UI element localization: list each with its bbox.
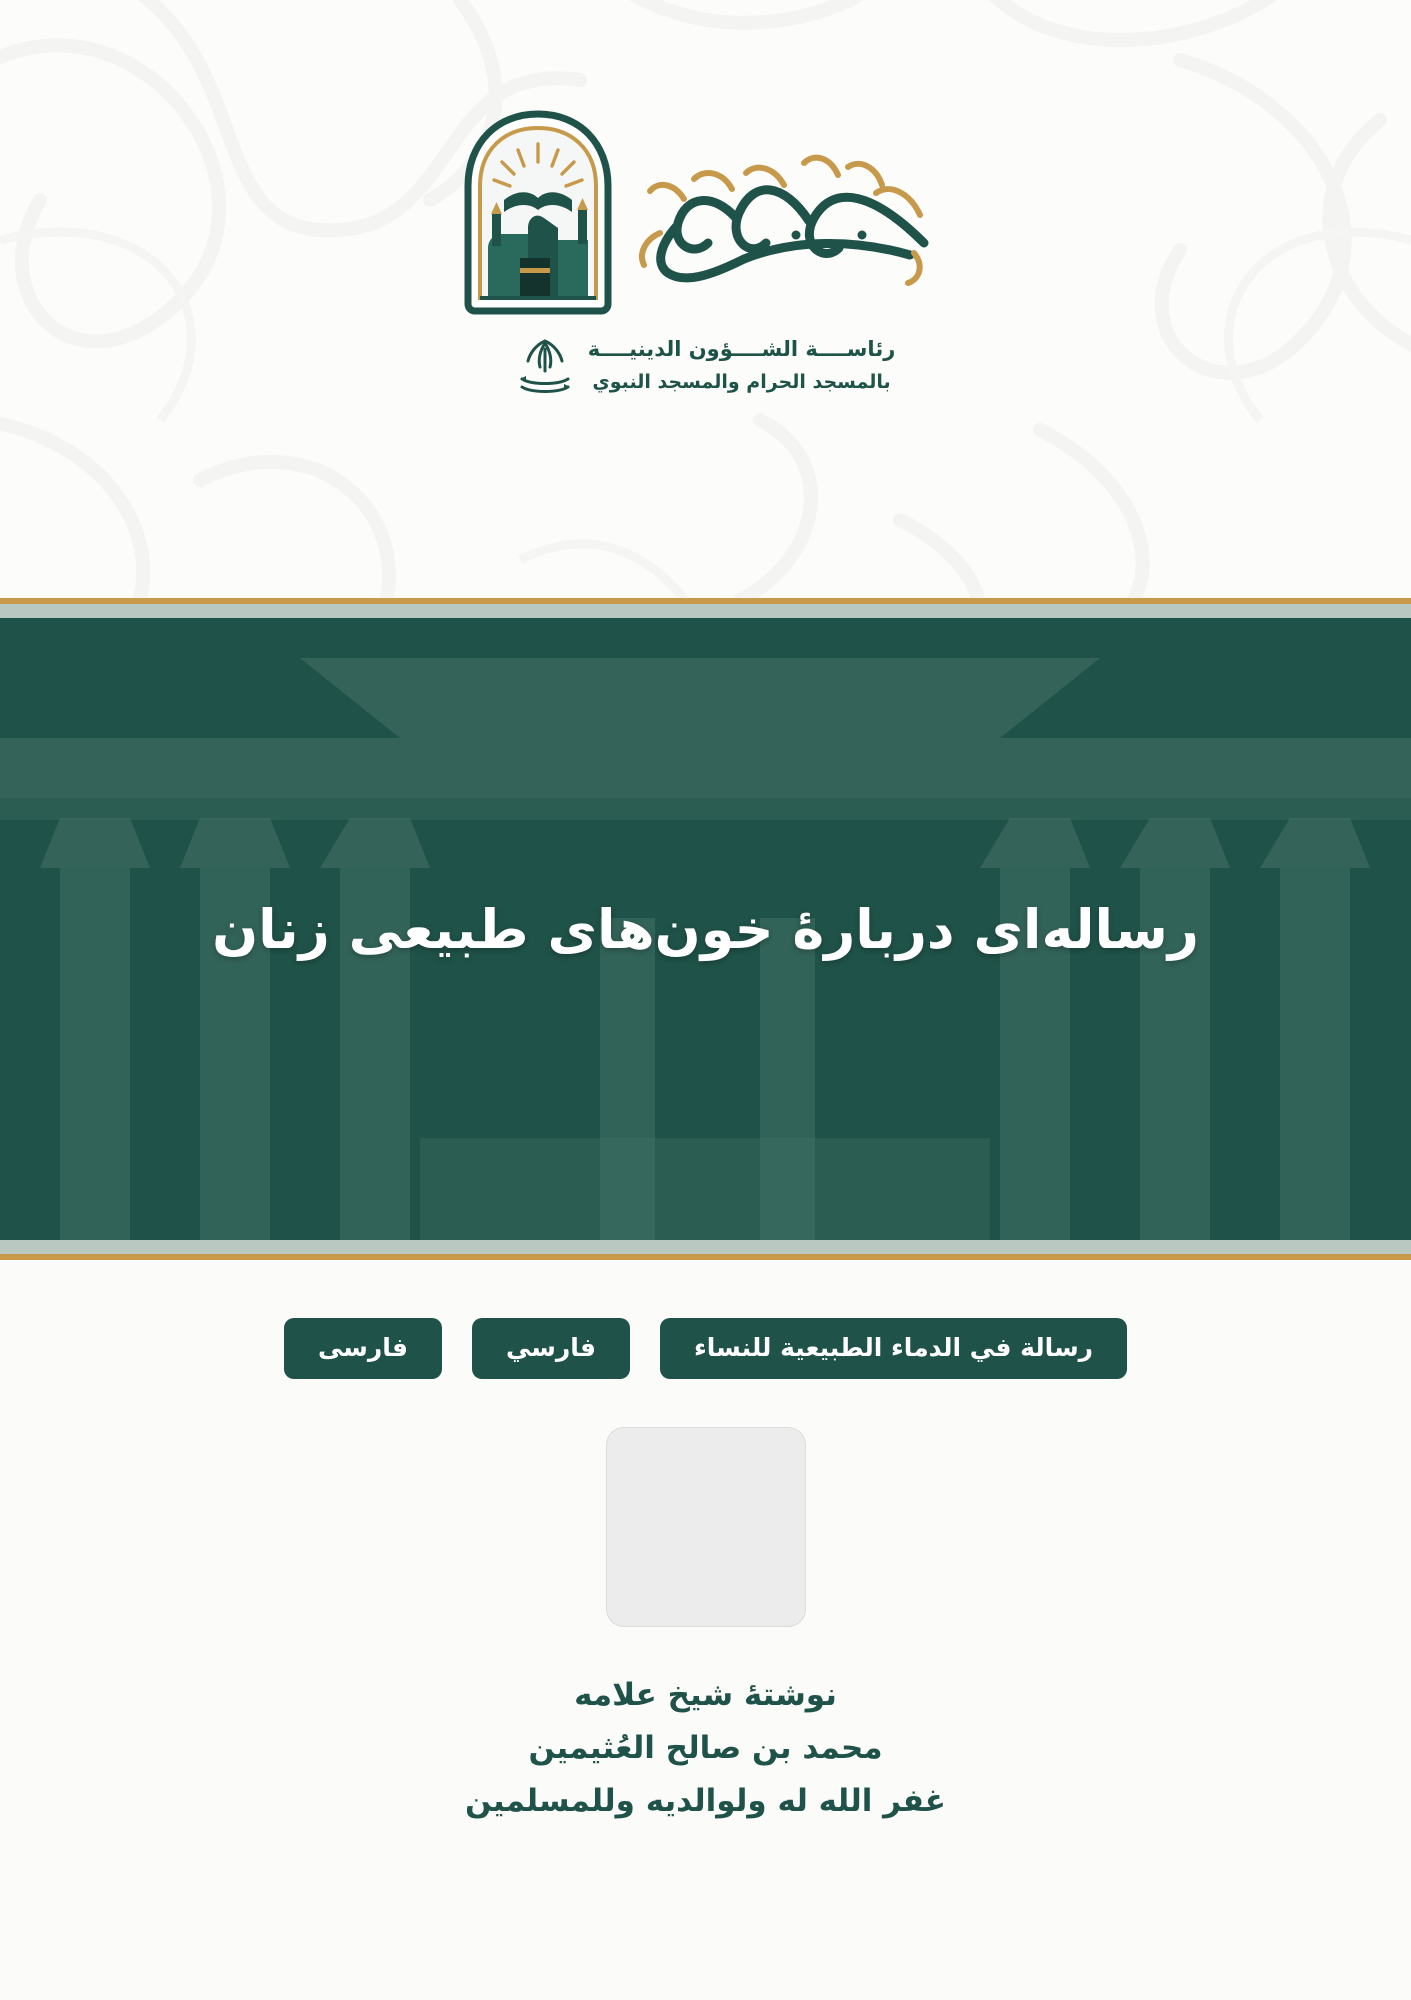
banner-top-pale-band <box>0 604 1411 618</box>
chip-arabic-title[interactable]: رسالة في الدماء الطبيعية للنساء <box>660 1318 1127 1379</box>
title-banner <box>0 618 1411 1240</box>
chip-language-farsi-ar[interactable]: فارسي <box>472 1318 630 1379</box>
two-holy-mosques-emblem-icon <box>458 108 618 318</box>
tag-chip-row <box>0 1318 1411 1379</box>
caption-line-2: بالمسجد الحرام والمسجد النبوي <box>592 370 891 393</box>
book-cover-placeholder[interactable] <box>606 1427 806 1627</box>
organization-caption <box>516 334 896 396</box>
author-line-1: نوشتۀ شیخ علامه <box>574 1676 837 1713</box>
title-banner-section <box>0 598 1411 1260</box>
logo-block <box>0 108 1411 396</box>
organization-caption-text <box>588 334 896 396</box>
chip-language-farsi-fa[interactable]: فارسی <box>284 1318 442 1379</box>
saudi-palm-swords-emblem-icon <box>516 335 574 395</box>
author-block <box>0 1669 1411 1829</box>
haramain-wordmark-icon <box>624 123 954 303</box>
author-line-2: محمد بن صالح العُثيمين <box>528 1729 883 1766</box>
author-line-3: غفر الله له ولوالديه وللمسلمين <box>465 1783 946 1820</box>
caption-line-1: رئاســــة الشــــؤون الدينيــــة <box>587 337 896 361</box>
banner-bottom-gold-rule <box>0 1254 1411 1260</box>
banner-bottom-pale-band <box>0 1240 1411 1254</box>
header-zone <box>0 0 1411 598</box>
document-title: رساله‌ای دربارۀ خون‌های طبیعی زنان <box>212 897 1199 961</box>
logo-row <box>458 108 954 318</box>
